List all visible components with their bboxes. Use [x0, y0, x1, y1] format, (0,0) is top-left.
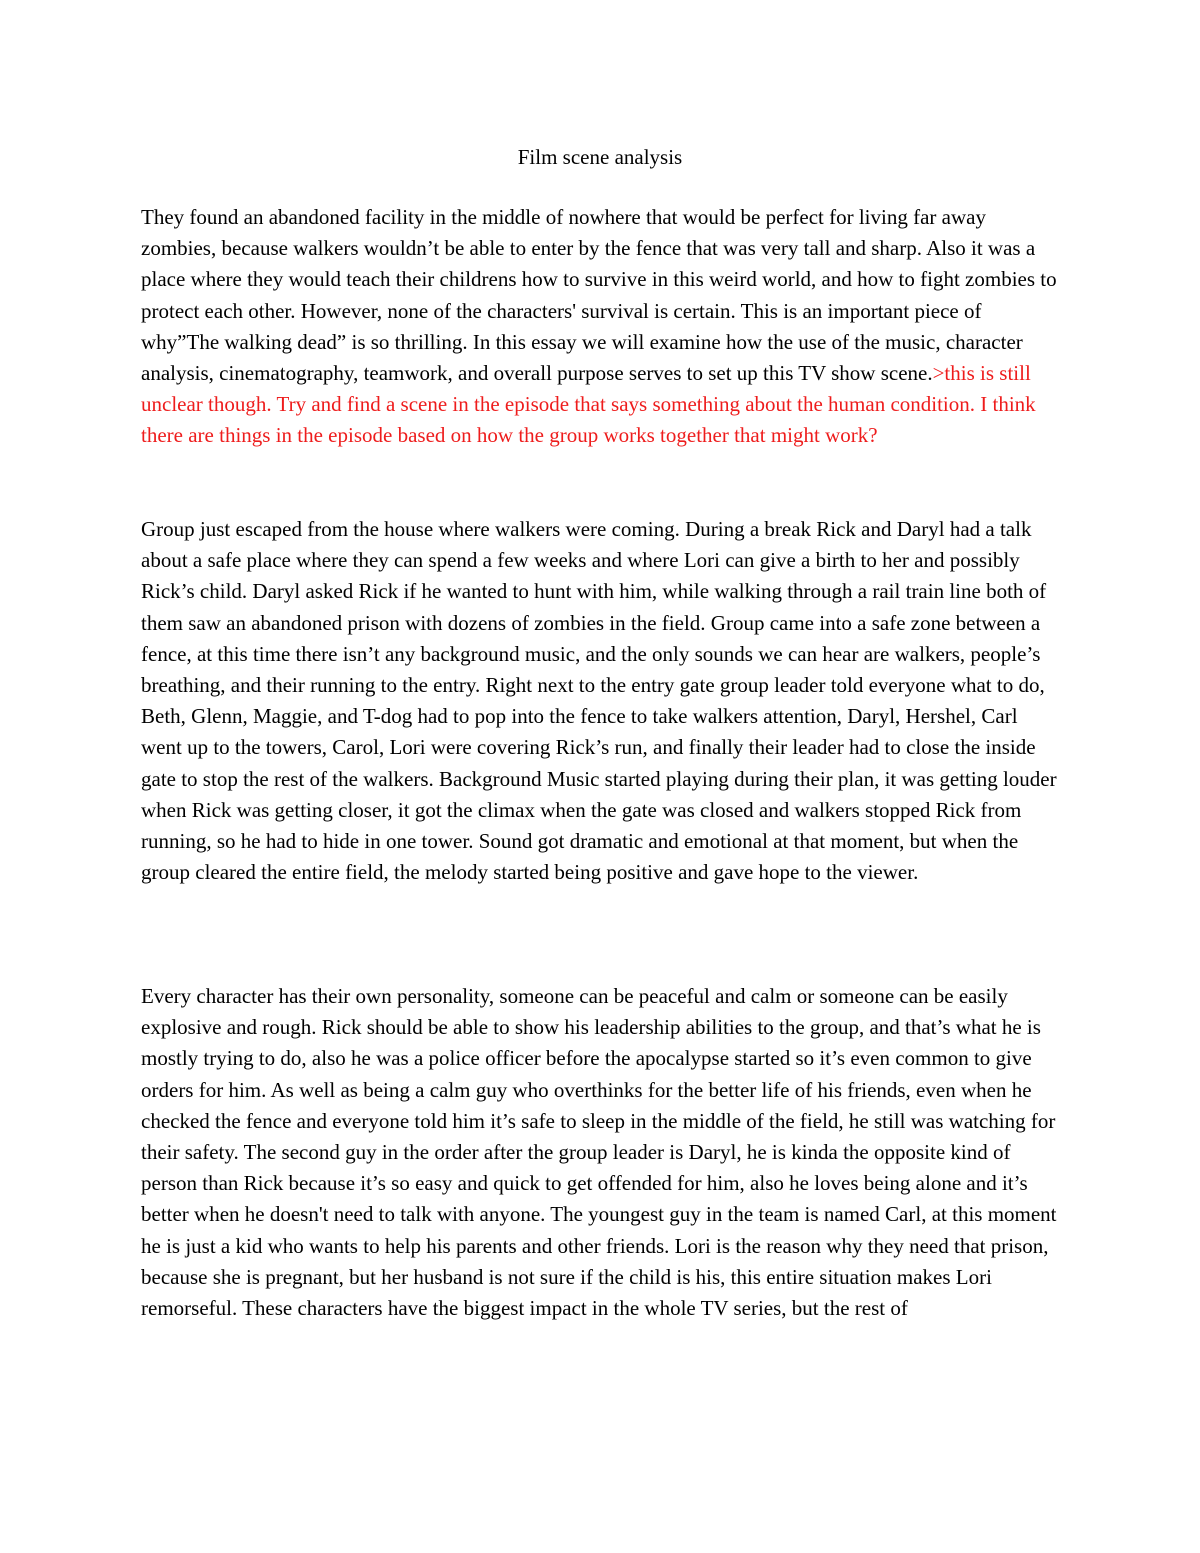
paragraph-intro-text: They found an abandoned facility in the middle of nowhere that would be perfect for living far away zombies, because walkers wouldn’t be able to enter by the fence that was very tall and sharp. Also it was a place where they would teach their childrens how to survive in this weird world, and how to fight zombies to protect each other. However, none of the characters' survival is certain. This is an important piece of why”The walking dead” is so thrilling. In this essay we will examine how the use of the music, character analysis, cinematography, teamwork, and overall purpose serves to set up this TV show scene. [141, 205, 1057, 386]
instructor-comment: >this is still unclear though. Try and find a scene in the episode that says something about the human condition. I think there are things in the episode based on how the group works together that might work? [141, 361, 1036, 448]
paragraph-intro [141, 202, 1059, 452]
document-title: Film scene analysis [517, 145, 683, 169]
paragraph-scene-description: Group just escaped from the house where walkers were coming. During a break Rick and Daryl had a talk about a safe place where they can spend a few weeks and where Lori can give a birth to her and possibly Rick’s child. Daryl asked Rick if he wanted to hunt with him, while walking through a rail train line both of them saw an abandoned prison with dozens of zombies in the field. Group came into a safe zone between a fence, at this time there isn’t any background music, and the only sounds we can hear are walkers, people’s breathing, and their running to the entry. Right next to the entry gate group leader told everyone what to do, Beth, Glenn, Maggie, and T-dog had to pop into the fence to take walkers attention, Daryl, Hershel, Carl went up to the towers, Carol, Lori were covering Rick’s run, and finally their leader had to close the inside gate to stop the rest of the walkers. Background Music started playing during their plan, it was getting louder when Rick was getting closer, it got the climax when the gate was closed and walkers stopped Rick from running, so he had to hide in one tower. Sound got dramatic and emotional at that moment, but when the group cleared the entire field, the melody started being positive and gave hope to the viewer. [141, 517, 1057, 885]
paragraph-character-analysis: Every character has their own personality, someone can be peaceful and calm or someone can be easily explosive and rough. Rick should be able to show his leadership abilities to the group, and that’s what he is mostly trying to do, also he was a police officer before the apocalypse started so it’s even common to give orders for him. As well as being a calm guy who overthinks for the better life of his friends, even when he checked the fence and everyone told him it’s safe to sleep in the middle of the field, he still was watching for their safety. The second guy in the order after the group leader is Daryl, he is kinda the opposite kind of person than Rick because it’s so easy and quick to get offended for him, also he loves being alone and it’s better when he doesn't need to talk with anyone. The youngest guy in the team is named Carl, at this moment he is just a kid who wants to help his parents and other friends. Lori is the reason why they need that prison, because she is pregnant, but her husband is not sure if the child is his, this entire situation makes Lori remorseful. These characters have the biggest impact in the whole TV series, but the rest of [141, 984, 1057, 1321]
